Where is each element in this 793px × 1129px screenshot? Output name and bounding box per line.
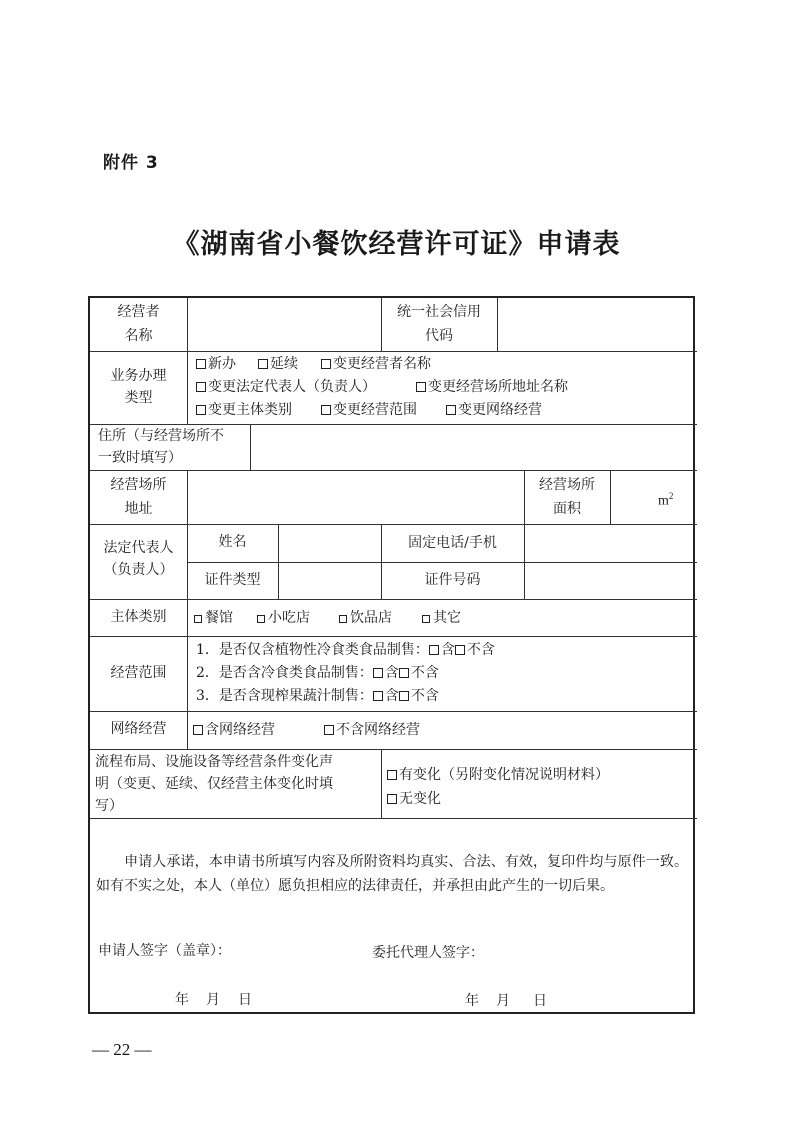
credit-code-field[interactable]: [498, 299, 694, 349]
declaration-label: 流程布局、设施设备等经营条件变化声: [95, 754, 333, 770]
area-unit: $m^2$: [658, 491, 674, 509]
name-field[interactable]: [279, 525, 380, 561]
agent-signature-label: 委托代理人签字：: [372, 945, 484, 961]
applicant-signature-label: 申请人签字（盖章）：: [98, 943, 231, 959]
option-change-entity-type[interactable]: 变更主体类别: [196, 399, 292, 421]
scope-label: 经营范围: [110, 665, 167, 681]
id-type-field[interactable]: [279, 563, 380, 598]
legal-rep-label: 法定代表人: [103, 540, 174, 556]
premises-address-label-2: 地址: [124, 501, 153, 517]
application-form-table: [88, 296, 695, 1014]
option-change-legal-rep[interactable]: 变更法定代表人（负责人）: [196, 376, 376, 398]
residence-label-2: 一致时填写）: [98, 450, 182, 466]
id-number-label: 证件号码: [424, 572, 481, 588]
checkbox-icon[interactable]: [399, 668, 409, 678]
residence-field[interactable]: [251, 425, 695, 469]
checkbox-icon: [196, 405, 206, 415]
page-number: — 22 —: [92, 1040, 152, 1059]
declaration-label-2: 明（变更、延续、仅经营主体变化时填: [95, 776, 333, 792]
checkbox-icon: [422, 615, 430, 623]
option-changed[interactable]: 有变化（另附变化情况说明材料）: [387, 764, 609, 786]
option-change-online[interactable]: 变更网络经营: [446, 399, 542, 421]
agent-day: 日: [533, 993, 547, 1009]
option-online-no[interactable]: 不含网络经营: [324, 719, 420, 741]
applicant-year: 年: [175, 992, 189, 1008]
phone-field[interactable]: [525, 525, 695, 561]
premises-address-label: 经营场所: [110, 477, 167, 493]
premises-area-field[interactable]: [611, 471, 695, 523]
checkbox-icon: [321, 359, 331, 369]
checkbox-icon: [194, 615, 202, 623]
premises-address-field[interactable]: [188, 471, 523, 523]
checkbox-icon: [387, 770, 397, 780]
business-type-label-2: 类型: [124, 390, 153, 406]
option-change-scope[interactable]: 变更经营范围: [321, 399, 417, 421]
option-new[interactable]: 新办: [196, 353, 236, 375]
option-change-operator-name[interactable]: 变更经营者名称: [321, 353, 431, 375]
checkbox-icon: [339, 615, 347, 623]
option-no-change[interactable]: 无变化: [387, 788, 441, 810]
option-restaurant[interactable]: 餐馆: [194, 607, 233, 629]
option-change-premises-address[interactable]: 变更经营场所地址名称: [416, 376, 568, 398]
checkbox-icon[interactable]: [455, 645, 465, 655]
checkbox-icon: [257, 615, 265, 623]
checkbox-icon[interactable]: [373, 668, 383, 678]
credit-code-label-2: 代码: [425, 328, 453, 344]
checkbox-icon: [446, 405, 456, 415]
checkbox-icon: [416, 382, 426, 392]
id-type-label: 证件类型: [204, 572, 261, 588]
operator-name-label-2: 名称: [124, 328, 153, 344]
checkbox-icon: [196, 359, 206, 369]
phone-label: 固定电话/手机: [408, 535, 497, 551]
operator-name-field[interactable]: [188, 299, 380, 349]
checkbox-icon: [321, 405, 331, 415]
checkbox-icon: [193, 725, 203, 735]
agent-year: 年: [465, 993, 479, 1009]
option-other[interactable]: 其它: [422, 607, 461, 629]
residence-label: 住所（与经营场所不: [98, 428, 224, 444]
checkbox-icon: [387, 794, 397, 804]
option-drink-shop[interactable]: 饮品店: [339, 607, 392, 629]
attachment-label: 附件 3: [103, 153, 159, 173]
applicant-day: 日: [238, 992, 252, 1008]
premises-area-label: 经营场所: [539, 477, 595, 493]
credit-code-label: 统一社会信用: [397, 304, 481, 320]
option-snack-shop[interactable]: 小吃店: [257, 607, 310, 629]
online-label: 网络经营: [110, 721, 167, 737]
applicant-month: 月: [206, 992, 220, 1008]
checkbox-icon: [258, 359, 268, 369]
operator-name-label: 经营者: [117, 304, 160, 320]
checkbox-icon[interactable]: [373, 691, 383, 701]
entity-type-label: 主体类别: [110, 609, 167, 625]
declaration-label-3: 写）: [95, 798, 123, 814]
commitment-text: 申请人承诺，本申请书所填写内容及所附资料均真实、合法、有效，复印件均与原件一致。如有不实之处，本人（单位）愿负担相应的法律责任，并承担由此产生的一切后果。: [96, 854, 688, 894]
business-type-label: 业务办理: [110, 368, 167, 384]
checkbox-icon[interactable]: [399, 691, 409, 701]
option-online-yes[interactable]: 含网络经营: [193, 719, 275, 741]
premises-area-label-2: 面积: [553, 501, 581, 517]
checkbox-icon: [324, 725, 334, 735]
agent-month: 月: [496, 993, 510, 1009]
scope-item-3: 3．是否含现榨果蔬汁制售： 含 不含: [196, 688, 439, 704]
id-number-field[interactable]: [525, 563, 695, 598]
name-label: 姓名: [218, 534, 247, 550]
scope-item-2: 2．是否含冷食类食品制售： 含 不含: [196, 665, 439, 681]
scope-item-1: 1．是否仅含植物性冷食类食品制售： 含 不含: [196, 642, 495, 658]
option-renew[interactable]: 延续: [258, 353, 298, 375]
legal-rep-label-2: （负责人）: [103, 562, 174, 578]
form-title: 《湖南省小餐饮经营许可证》申请表: [172, 229, 621, 260]
checkbox-icon: [196, 382, 206, 392]
checkbox-icon[interactable]: [429, 645, 439, 655]
